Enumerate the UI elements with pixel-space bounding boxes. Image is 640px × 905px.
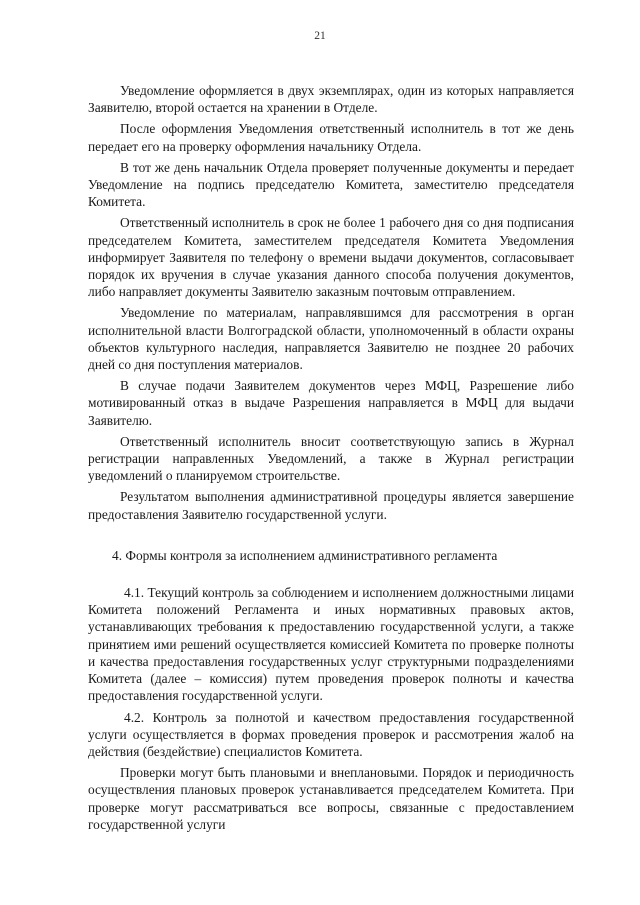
section-paragraph: 4.2. Контроль за полнотой и качеством предоставления государственной услуги осуществляется в формах проведения проверок и рассмотрения жалоб на действия (бездействие) специалистов Комитета.	[88, 709, 574, 759]
paragraph: После оформления Уведомления ответственный исполнитель в тот же день передает его на проверку оформления начальнику Отдела.	[88, 121, 574, 154]
paragraph: Результатом выполнения административной процедуры является завершение предоставления Заявителю государственной услуги.	[88, 489, 574, 522]
paragraph: В случае подачи Заявителем документов через МФЦ, Разрешение либо мотивированный отказ в выдаче Разрешения направляется в МФЦ для выдачи Заявителю.	[88, 378, 574, 428]
paragraph: Ответственный исполнитель в срок не более 1 рабочего дня со дня подписания председателем Комитета, заместителем председателя Комитета Уведомления информирует Заявителя по телефону о времени выдачи документов, согласовывает порядок их вручения в случае указания данного способа получения документов, либо направляет документы Заявителю заказным почтовым отправлением.	[88, 215, 574, 300]
page-number: 21	[314, 30, 326, 42]
section-paragraph: Проверки могут быть плановыми и внеплановыми. Порядок и периодичность осуществления плановых проверок устанавливается председателем Комитета. При проверке могут рассматриваться все вопросы, связанные с предоставлением государственной услуги	[88, 765, 574, 832]
section-heading: 4. Формы контроля за исполнением административного регламента	[112, 547, 498, 563]
document-body	[88, 82, 574, 837]
paragraph: В тот же день начальник Отдела проверяет полученные документы и передает Уведомление на подпись председателю Комитета, заместителю председателя Комитета.	[88, 159, 574, 210]
paragraph: Уведомление по материалам, направлявшимся для рассмотрения в орган исполнительной власти Волгоградской области, уполномоченный в области охраны объектов культурного наследия, направляется Заявителю не позднее 20 рабочих дней со дня поступления материалов.	[88, 305, 574, 373]
section-paragraph: 4.1. Текущий контроль за соблюдением и исполнением должностными лицами Комитета положений Регламента и иных нормативных правовых актов, устанавливающих требования к предоставлению государственной услуги, а также принятием ими решений осуществляется комиссией Комитета по проверке полноты и качества предоставления государственных услуг структурными подразделениями Комитета (далее – комиссия) путем проведения проверок полноты и качества предоставления государственной услуги.	[88, 585, 574, 704]
paragraph: Уведомление оформляется в двух экземплярах, один из которых направляется Заявителю, второй остается на хранении в Отделе.	[88, 83, 574, 116]
paragraph: Ответственный исполнитель вносит соответствующую запись в Журнал регистрации направленных Уведомлений, а также в Журнал регистрации уведомлений о планируемом строительстве.	[88, 433, 574, 484]
